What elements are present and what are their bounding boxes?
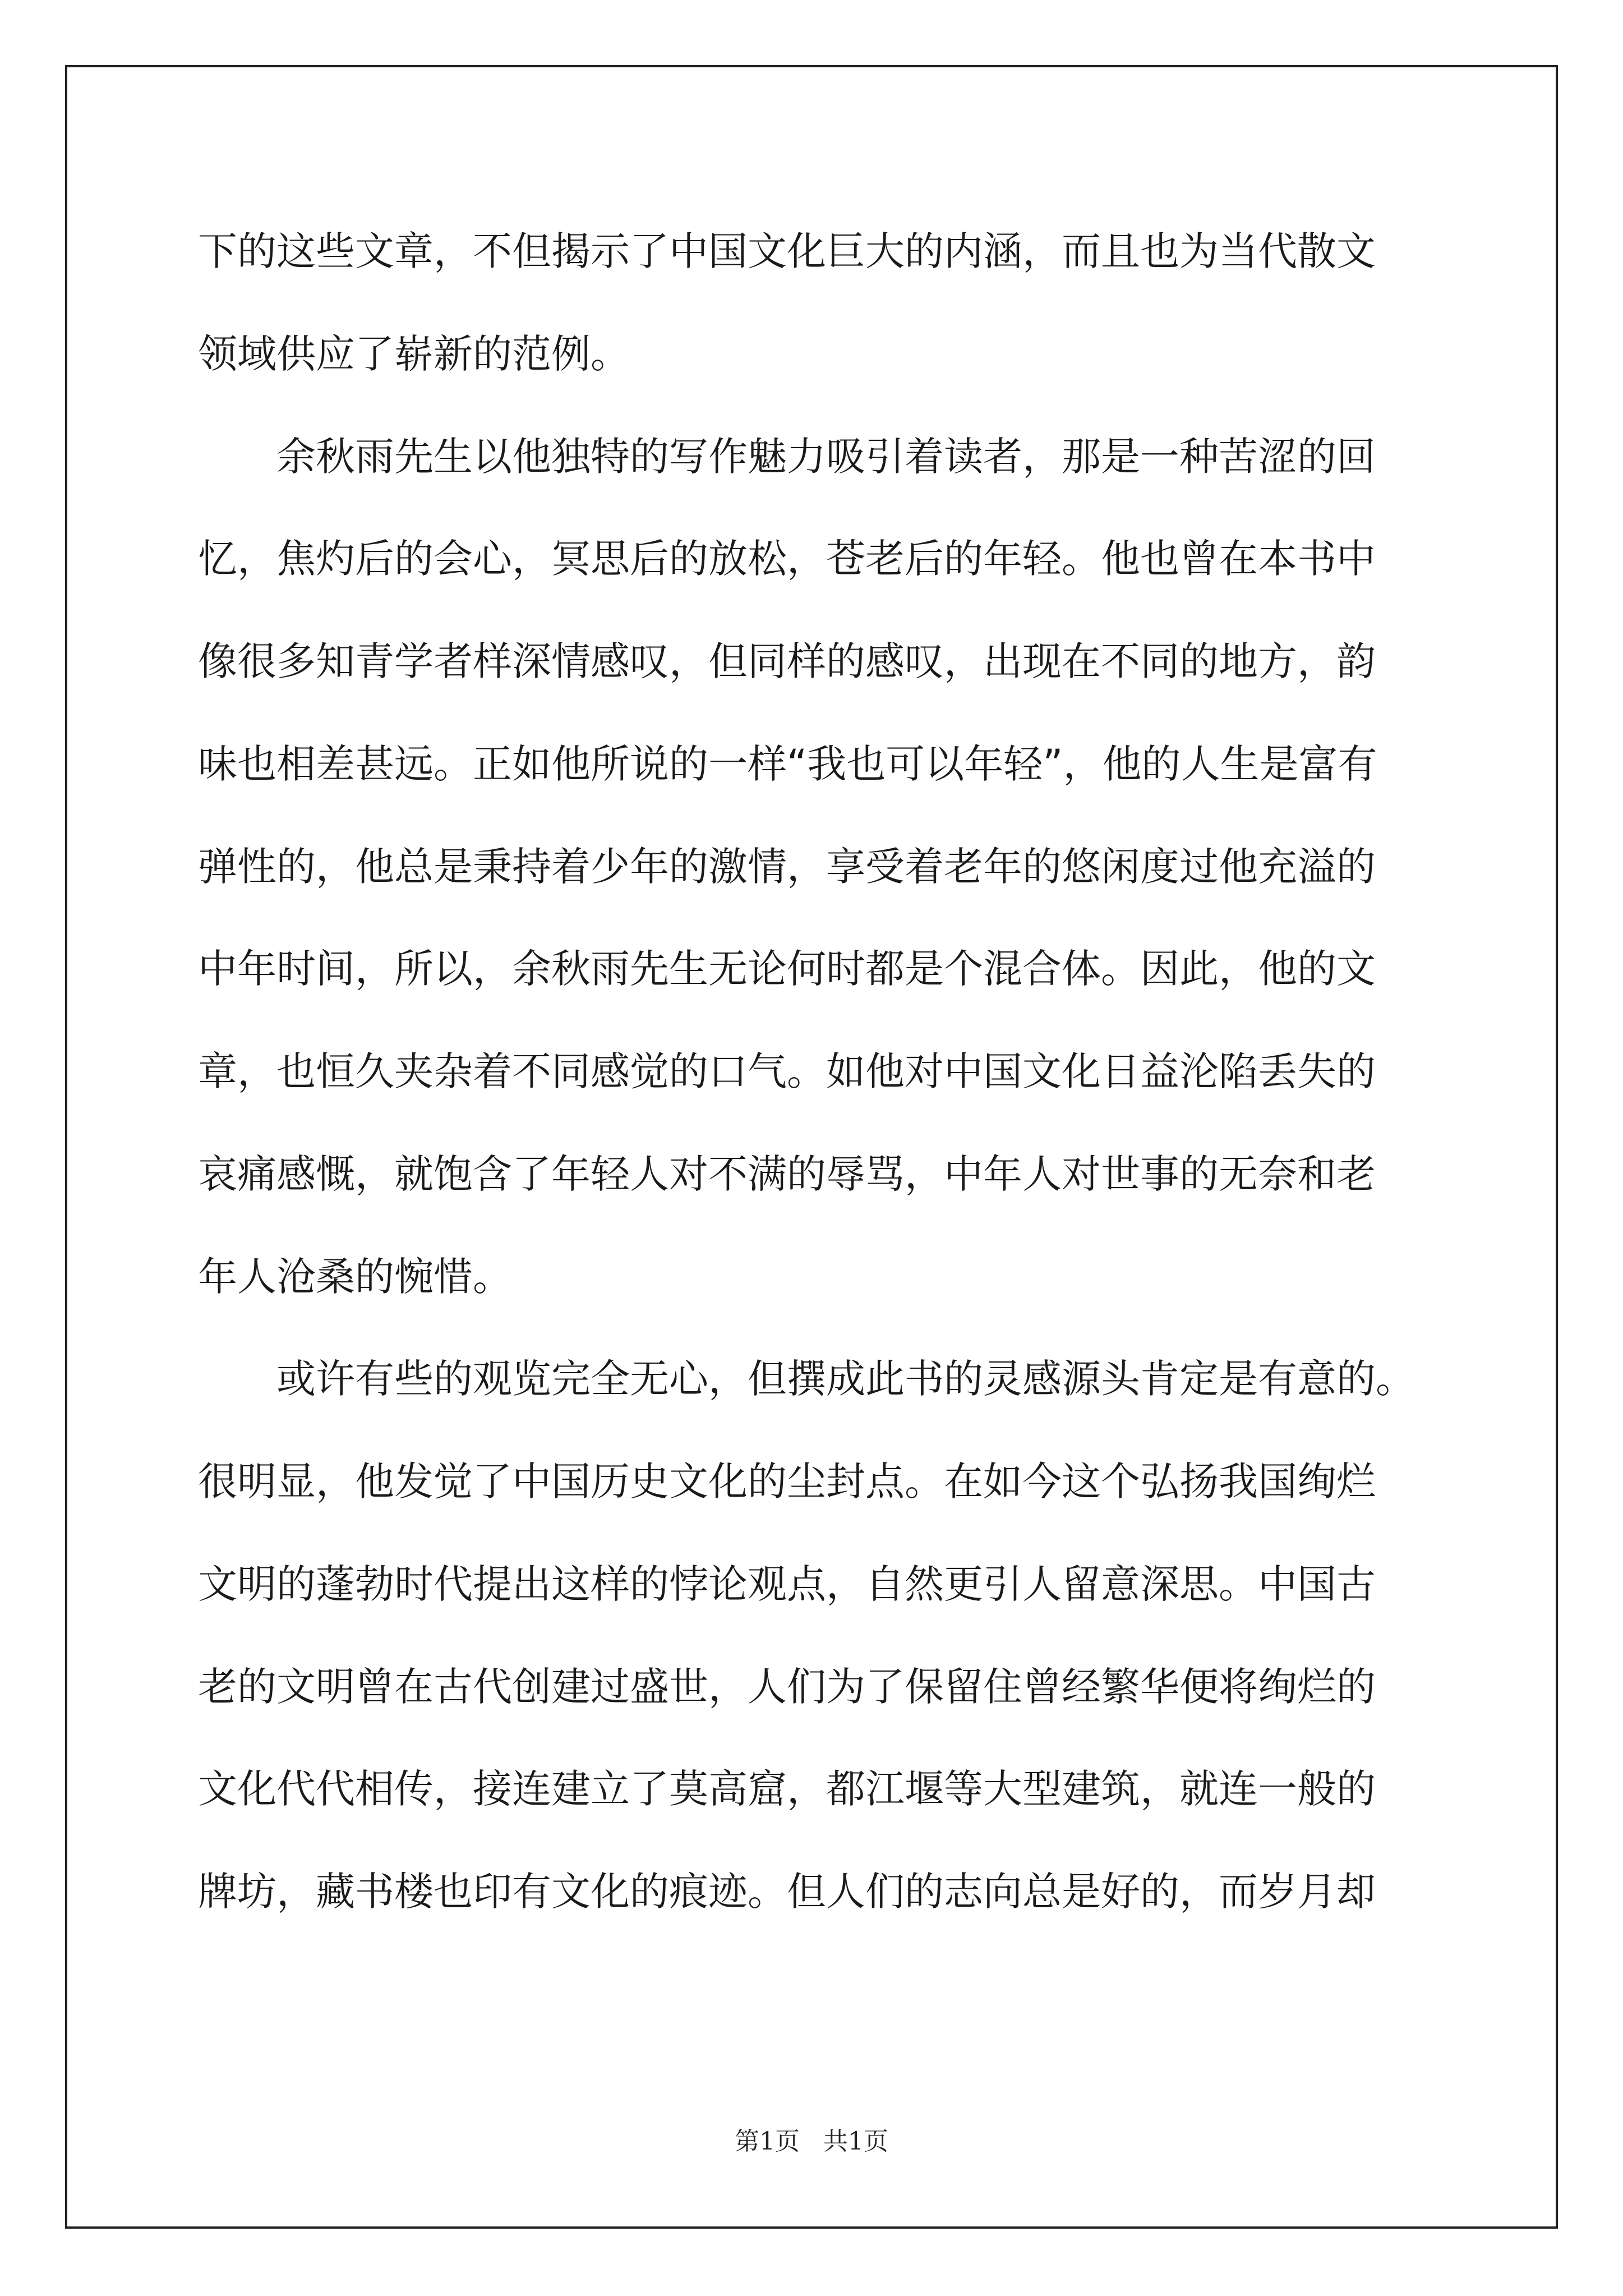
text-line: 味也相差甚远。正如他所说的一样“我也可以年轻”，他的人生是富有 (198, 741, 1377, 787)
text-line: 年人沧桑的惋惜。 (198, 1254, 512, 1300)
text-line: 领域供应了崭新的范例。 (198, 331, 630, 377)
text-line: 忆，焦灼后的会心，冥思后的放松，苍老后的年轻。他也曾在本书中 (198, 536, 1376, 582)
text-line: 老的文明曾在古代创建过盛世，人们为了保留住曾经繁华便将绚烂的 (198, 1664, 1376, 1710)
text-line: 哀痛感慨，就饱含了年轻人对不满的辱骂，中年人对世事的无奈和老 (198, 1151, 1376, 1197)
text-line: 很明显，他发觉了中国历史文化的尘封点。在如今这个弘扬我国绚烂 (198, 1458, 1376, 1504)
text-line: 或许有些的观览完全无心，但撰成此书的灵感源头肯定是有意的。 (276, 1356, 1415, 1402)
text-line: 像很多知青学者样深情感叹，但同样的感叹，出现在不同的地方，韵 (198, 638, 1376, 684)
text-line: 章，也恒久夹杂着不同感觉的口气。如他对中国文化日益沦陷丢失的 (198, 1048, 1376, 1094)
text-line: 文化代代相传，接连建立了莫高窟，都江堰等大型建筑，就连一般的 (198, 1766, 1376, 1812)
text-line: 中年时间，所以，余秋雨先生无论何时都是个混合体。因此，他的文 (198, 946, 1376, 992)
text-line: 弹性的，他总是秉持着少年的激情，享受着老年的悠闲度过他充溢的 (198, 844, 1376, 890)
text-line: 下的这些文章，不但揭示了中国文化巨大的内涵，而且也为当代散文 (198, 228, 1376, 274)
page-number-footer: 第1页 共1页 (735, 2127, 888, 2156)
text-line: 牌坊，藏书楼也印有文化的痕迹。但人们的志向总是好的，而岁月却 (198, 1869, 1376, 1915)
text-line: 文明的蓬勃时代提出这样的悖论观点，自然更引人留意深思。中国古 (198, 1561, 1376, 1607)
text-line: 余秋雨先生以他独特的写作魅力吸引着读者，那是一种苦涩的回 (276, 434, 1376, 480)
